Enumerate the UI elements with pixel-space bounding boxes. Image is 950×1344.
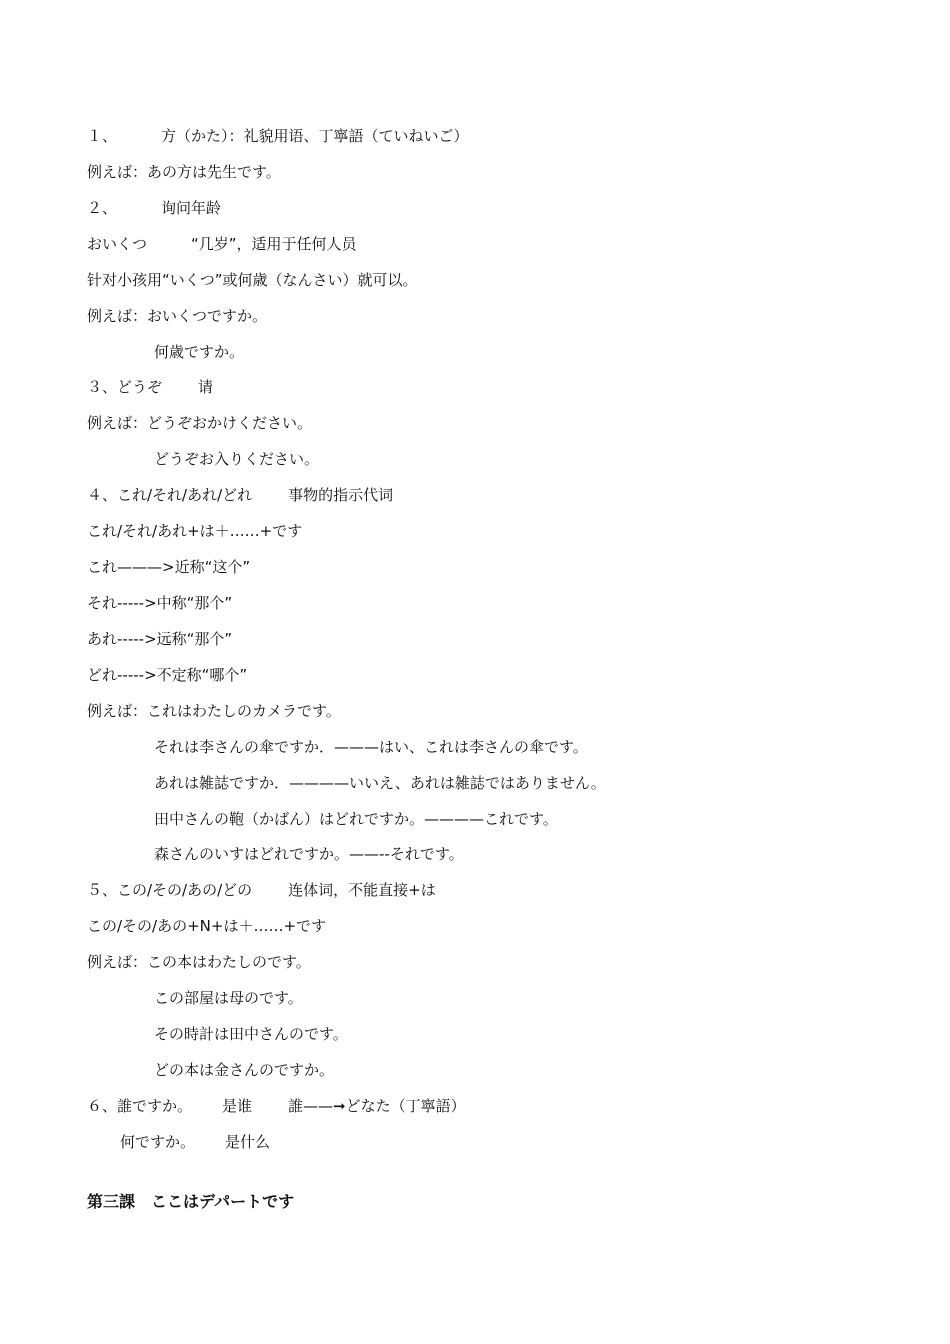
text-line: ６、誰ですか。 是谁 誰——➞どなた（丁寧語） [87,1097,466,1115]
text-line: 例えば：この本はわたしのです。 [87,953,311,971]
lesson-number: 第三課 [87,1192,136,1211]
text-line: １、 方（かた）：礼貌用语、丁寧語（ていねいご） [87,127,469,145]
text-line: 何ですか。 是什么 [120,1133,271,1151]
text-line: おいくつ “几岁”，适用于任何人员 [87,235,357,253]
text-line: 田中さんの鞄（かばん）はどれですか。————これです。 [154,810,558,828]
text-line: ５、この/その/あの/どの 连体词，不能直接+は [87,881,436,899]
text-line: 例えば：どうぞおかけください。 [87,414,313,432]
text-line: どれ----->不定称“哪个” [87,666,248,684]
text-line: 森さんのいすはどれですか。——--それです。 [154,845,464,863]
text-line: あれは雑誌ですか．————いいえ、あれは雑誌ではありません。 [154,774,606,792]
text-line: ２、 询问年龄 [87,199,222,217]
text-line: ３、どうぞ 请 [87,378,214,396]
text-line: どの本は金さんのですか。 [154,1061,335,1079]
lesson-title: ここはデパートです [151,1192,295,1211]
text-line: それは李さんの傘ですか．———はい、これは李さんの傘です。 [154,738,588,756]
text-line: ４、これ/それ/あれ/どれ 事物的指示代词 [87,486,394,504]
text-line: これ/それ/あれ+は＋……+です [87,522,303,540]
text-line: これ———>近称“这个” [87,558,251,576]
text-line: この/その/あの+N+は＋……+です [87,917,327,935]
text-line: あれ----->远称“那个” [87,630,233,648]
text-line: それ----->中称“那个” [87,594,233,612]
text-line: この部屋は母のです。 [154,989,303,1007]
text-line: 例えば：これはわたしのカメラです。 [87,702,341,720]
lesson-heading [87,1191,294,1213]
text-line: 针对小孩用“いくつ”或何歳（なんさい）就可以。 [87,271,418,289]
text-line: 例えば：あの方は先生です。 [87,163,281,181]
text-line: 何歳ですか。 [154,343,245,361]
text-line: その時計は田中さんのです。 [154,1025,348,1043]
text-line: どうぞお入りください。 [154,450,320,468]
text-line: 例えば：おいくつですか。 [87,307,268,325]
